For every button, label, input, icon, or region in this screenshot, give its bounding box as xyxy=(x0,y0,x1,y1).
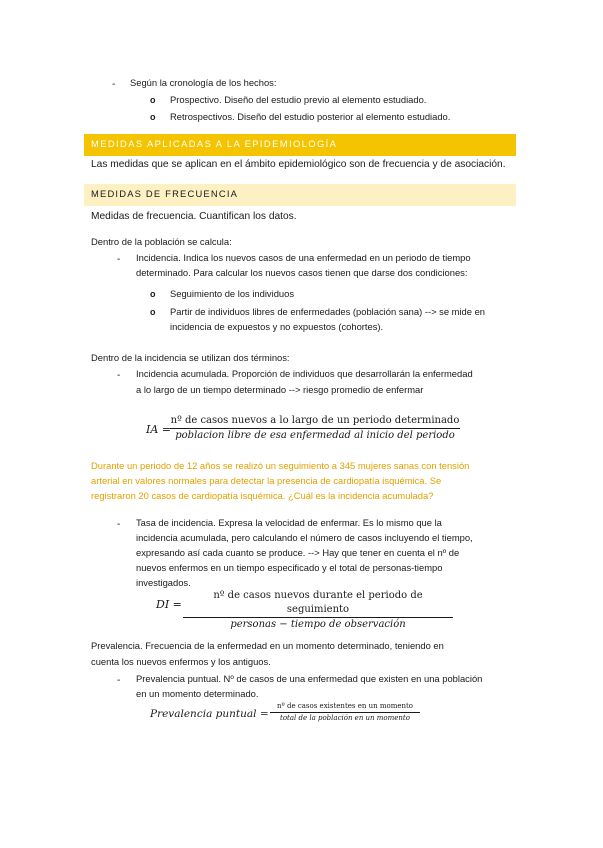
list-dash: - xyxy=(117,675,121,686)
tasa-text: nuevos enfermos en un tiempo especificado y el total de personas-tiempo xyxy=(136,562,443,573)
cronologia-item-retrospectivo: Retrospectivos. Diseño del estudio posterior al elemento estudiado. xyxy=(170,111,451,122)
prevalencia-puntual-text: en un momento determinado. xyxy=(136,688,259,699)
prevalencia-puntual-text: Prevalencia puntual. Nº de casos de una enfermedad que existen en una población xyxy=(136,673,483,684)
formula-pp-lhs: Prevalencia puntual = xyxy=(150,708,269,720)
list-dash: - xyxy=(112,79,116,90)
section-heading-text: MEDIDAS DE FRECUENCIA xyxy=(91,188,239,199)
formula-di-numerator: nº de casos nuevos durante el periodo de seguimiento xyxy=(213,590,423,615)
section-heading-text: MEDIDAS APLICADAS A LA EPIDEMIOLOGÍA xyxy=(91,138,338,149)
tasa-text: incidencia acumulada, pero calculando el número de casos incluyendo el tiempo, xyxy=(136,532,473,543)
formula-ia-denominator: poblacion libre de esa enfermedad al inicio del periodo xyxy=(170,428,460,443)
tasa-text: expresando así cada cuanto se produce. --> Hay que tener en cuenta el nº de xyxy=(136,547,460,558)
prevalencia-text: Prevalencia. Frecuencia de la enfermedad en un momento determinado, teniendo en xyxy=(91,640,444,651)
sub-bullet: o xyxy=(150,95,156,105)
formula-pp-denominator: total de la población en un momento xyxy=(270,712,420,724)
prevalencia-text: cuenta los nuevos enfermos y los antiguos. xyxy=(91,656,271,667)
list-dash: - xyxy=(117,254,121,265)
formula-ia-numerator: nº de casos nuevos a lo largo de un periodo determinado xyxy=(170,415,460,426)
sub-bullet: o xyxy=(150,307,156,317)
incidencia-text: Incidencia. Indica los nuevos casos de una enfermedad en un periodo de tiempo xyxy=(136,252,471,263)
section-heading-frecuencia xyxy=(84,184,516,206)
incidencia-acumulada-text: a lo largo de un tiempo determinado --> riesgo promedio de enfermar xyxy=(136,384,424,395)
ejemplo-text: Durante un periodo de 12 años se realizó un seguimiento a 345 mujeres sanas con tensión xyxy=(91,460,470,471)
ejemplo-text: arterial en valores normales para detectar la presencia de cardiopatía isquémica. Se xyxy=(91,475,442,486)
condicion-libres: Partir de individuos libres de enfermedades (población sana) --> se mide en xyxy=(170,306,486,317)
ejemplo-text: registraron 20 casos de cardiopatía isquémica. ¿Cuál es la incidencia acumulada? xyxy=(91,490,434,501)
formula-pp-fraction xyxy=(270,701,420,724)
cronologia-bullet: Según la cronología de los hechos: xyxy=(130,77,277,88)
condicion-libres: incidencia de expuestos y no expuestos (cohortes). xyxy=(170,321,384,332)
list-dash: - xyxy=(117,519,121,530)
sub-bullet: o xyxy=(150,289,156,299)
cronologia-item-prospectivo: Prospectivo. Diseño del estudio previo al elemento estudiado. xyxy=(170,94,427,105)
section2-intro: Medidas de frecuencia. Cuantifican los datos. xyxy=(91,211,297,222)
section1-intro: Las medidas que se aplican en el ámbito epidemiológico son de frecuencia y de asociación. xyxy=(91,159,506,170)
formula-pp-numerator: nº de casos existentes en un momento xyxy=(276,702,414,710)
formula-di-lhs: DI = xyxy=(156,598,182,611)
formula-di-denominator: personas − tiempo de observación xyxy=(183,617,453,632)
formula-ia-fraction xyxy=(170,414,460,443)
list-dash: - xyxy=(117,370,121,381)
formula-di-fraction xyxy=(183,589,453,632)
incidencia-acumulada-text: Incidencia acumulada. Proporción de individuos que desarrollarán la enfermedad xyxy=(136,368,473,379)
tasa-text: Tasa de incidencia. Expresa la velocidad de enfermar. Es lo mismo que la xyxy=(136,517,442,528)
condicion-seguimiento: Seguimiento de los individuos xyxy=(170,288,295,299)
sub-bullet: o xyxy=(150,112,156,122)
poblacion-lead: Dentro de la población se calcula: xyxy=(91,236,232,247)
tasa-text: investigados. xyxy=(136,577,191,588)
formula-ia-lhs: IA = xyxy=(146,423,172,436)
section-heading-epidemiologia xyxy=(84,134,516,156)
incidencia-terms-lead: Dentro de la incidencia se utilizan dos términos: xyxy=(91,352,290,363)
incidencia-text: determinado. Para calcular los nuevos casos tienen que darse dos condiciones: xyxy=(136,267,468,278)
